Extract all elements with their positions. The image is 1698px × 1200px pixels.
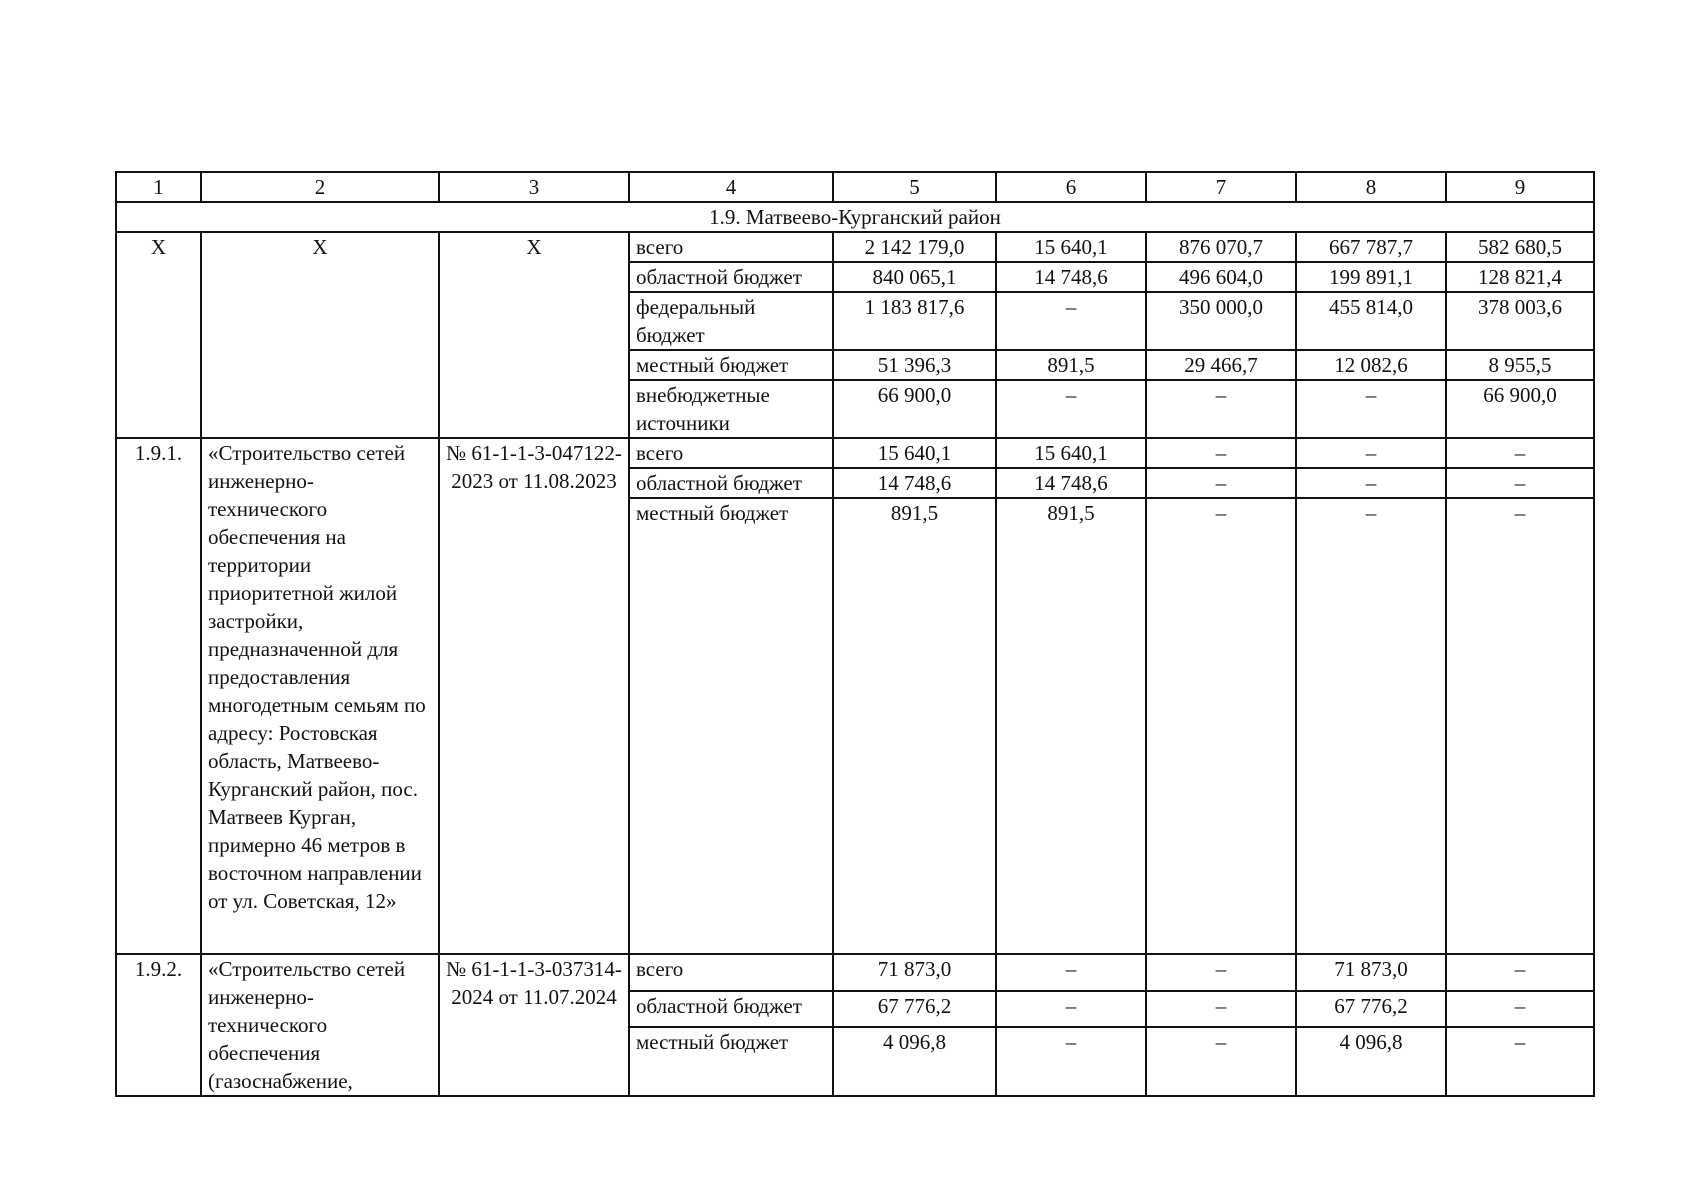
amount-cell: – (1446, 468, 1594, 498)
table-row (116, 954, 1594, 991)
amount-cell: – (1446, 438, 1594, 468)
amount-cell: 199 891,1 (1296, 262, 1446, 292)
amount-cell: 8 955,5 (1446, 350, 1594, 380)
amount-cell: – (1296, 438, 1446, 468)
amount-cell: 378 003,6 (1446, 292, 1594, 350)
amount-cell: 29 466,7 (1146, 350, 1296, 380)
object-name-cell: «Строительство сетей инженерно-технического обеспечения на территории приоритетной жилой застройки, предназначенной для предоставления многодетным семьям по адресу: Ростовская область, Матвеево-Курганский район, пос. Матвеев Курган, примерно 46 метров в восточном направлении от ул. Советская, 12» (201, 438, 439, 954)
amount-cell: 15 640,1 (996, 232, 1146, 262)
col-number: 6 (996, 172, 1146, 202)
col-number: 7 (1146, 172, 1296, 202)
amount-cell: 67 776,2 (833, 991, 996, 1028)
object-name-cell: Х (201, 232, 439, 438)
amount-cell: 4 096,8 (1296, 1027, 1446, 1096)
col-number: 9 (1446, 172, 1594, 202)
col-number: 5 (833, 172, 996, 202)
amount-cell: 582 680,5 (1446, 232, 1594, 262)
amount-cell: 2 142 179,0 (833, 232, 996, 262)
amount-cell: 71 873,0 (1296, 954, 1446, 991)
amount-cell: 67 776,2 (1296, 991, 1446, 1028)
amount-cell: – (1446, 991, 1594, 1028)
amount-cell: 14 748,6 (833, 468, 996, 498)
amount-cell: 840 065,1 (833, 262, 996, 292)
amount-cell: – (1146, 1027, 1296, 1096)
funding-source: местный бюджет (629, 1027, 833, 1096)
amount-cell: 14 748,6 (996, 262, 1146, 292)
amount-cell: 891,5 (996, 350, 1146, 380)
amount-cell: – (1446, 954, 1594, 991)
amount-cell: 455 814,0 (1296, 292, 1446, 350)
amount-cell: 15 640,1 (996, 438, 1146, 468)
funding-source: внебюджетные источники (629, 380, 833, 438)
amount-cell: – (996, 1027, 1146, 1096)
amount-cell: – (1146, 468, 1296, 498)
amount-cell: 350 000,0 (1146, 292, 1296, 350)
col-number: 1 (116, 172, 201, 202)
amount-cell: 15 640,1 (833, 438, 996, 468)
amount-cell: 66 900,0 (1446, 380, 1594, 438)
col-number: 2 (201, 172, 439, 202)
object-name-cell: «Строительство сетей инженерно-технического обеспечения (газоснабжение, (201, 954, 439, 1096)
funding-source: федеральный бюджет (629, 292, 833, 350)
amount-cell: 667 787,7 (1296, 232, 1446, 262)
col-number: 4 (629, 172, 833, 202)
col-number: 8 (1296, 172, 1446, 202)
section-title: 1.9. Матвеево-Курганский район (116, 202, 1594, 232)
row-number-cell: 1.9.2. (116, 954, 201, 1096)
amount-cell: – (996, 292, 1146, 350)
amount-cell: 66 900,0 (833, 380, 996, 438)
amount-cell: 51 396,3 (833, 350, 996, 380)
amount-cell: 496 604,0 (1146, 262, 1296, 292)
amount-cell: 4 096,8 (833, 1027, 996, 1096)
amount-cell: – (996, 954, 1146, 991)
expertise-cell: Х (439, 232, 629, 438)
amount-cell: 14 748,6 (996, 468, 1146, 498)
amount-cell: – (1296, 468, 1446, 498)
funding-source: областной бюджет (629, 262, 833, 292)
amount-cell: – (1296, 498, 1446, 954)
budget-table (115, 171, 1595, 1097)
amount-cell: – (1446, 498, 1594, 954)
funding-source: всего (629, 232, 833, 262)
amount-cell: – (1146, 498, 1296, 954)
amount-cell: – (1146, 380, 1296, 438)
amount-cell: 1 183 817,6 (833, 292, 996, 350)
amount-cell: 12 082,6 (1296, 350, 1446, 380)
amount-cell: 128 821,4 (1446, 262, 1594, 292)
amount-cell: – (996, 380, 1146, 438)
amount-cell: – (1146, 954, 1296, 991)
row-number-cell: Х (116, 232, 201, 438)
amount-cell: – (1146, 991, 1296, 1028)
funding-source: областной бюджет (629, 991, 833, 1028)
amount-cell: – (1146, 438, 1296, 468)
col-number: 3 (439, 172, 629, 202)
section-title-row (116, 202, 1594, 232)
amount-cell: 876 070,7 (1146, 232, 1296, 262)
amount-cell: 891,5 (996, 498, 1146, 954)
funding-source: местный бюджет (629, 350, 833, 380)
amount-cell: 891,5 (833, 498, 996, 954)
amount-cell: 71 873,0 (833, 954, 996, 991)
document-page (115, 171, 1595, 1097)
amount-cell: – (1446, 1027, 1594, 1096)
expertise-cell: № 61-1-1-3-037314-2024 от 11.07.2024 (439, 954, 629, 1096)
row-number-cell: 1.9.1. (116, 438, 201, 954)
amount-cell: – (996, 991, 1146, 1028)
table-row (116, 232, 1594, 262)
funding-source: всего (629, 954, 833, 991)
column-number-row (116, 172, 1594, 202)
funding-source: всего (629, 438, 833, 468)
funding-source: областной бюджет (629, 468, 833, 498)
amount-cell: – (1296, 380, 1446, 438)
funding-source: местный бюджет (629, 498, 833, 954)
table-row (116, 438, 1594, 468)
expertise-cell: № 61-1-1-3-047122-2023 от 11.08.2023 (439, 438, 629, 954)
